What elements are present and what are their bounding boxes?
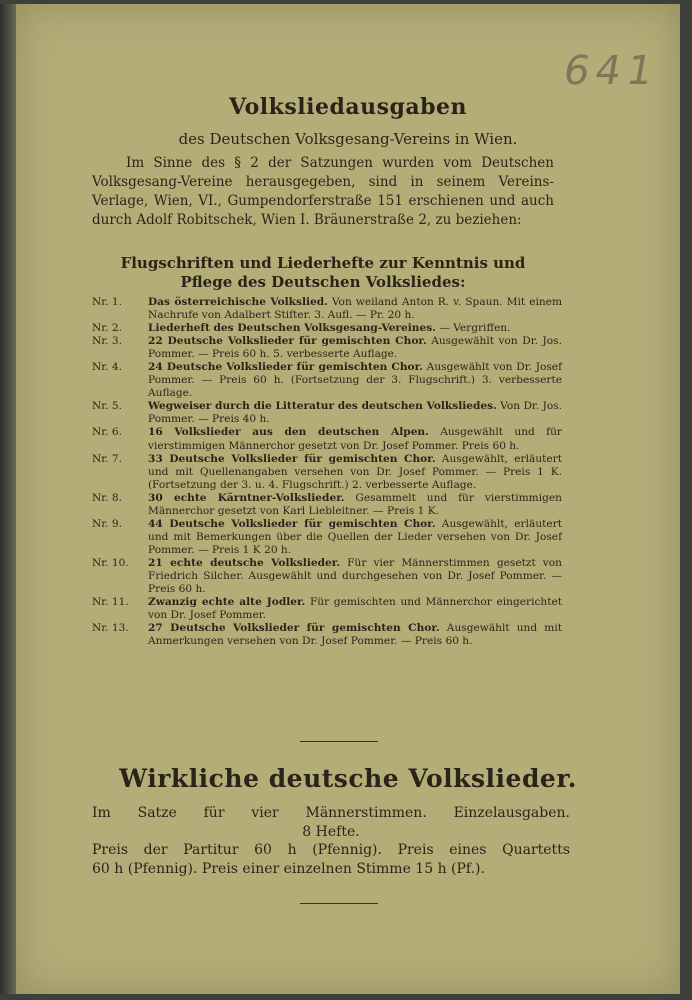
item-description: Für gemischten und Männerchor eingerichtet von Dr. Josef Pommer.	[148, 596, 562, 622]
list-item	[92, 518, 562, 557]
item-title: 21 echte deutsche Volkslieder.	[148, 556, 341, 569]
section-heading-line-1: Flugschriften und Liederhefte zur Kenntnis und	[120, 254, 526, 272]
bottom-line-3: Preis der Partitur 60 h (Pfennig). Preis eines Quartetts	[92, 842, 570, 858]
item-number: Nr. 6.	[92, 426, 123, 439]
item-title: Zwanzig echte alte Jodler.	[148, 596, 306, 609]
item-description: Ausgewählt von Dr. Josef Pommer. — Preis 60 h. (Fortsetzung der 3. Flugschrift.) 3. verbesserte Auflage.	[148, 361, 562, 400]
item-text	[148, 622, 562, 648]
list-item	[92, 596, 562, 622]
item-description: Gesammelt und für vierstimmigen Männerchor gesetzt von Karl Liebleitner. — Preis 1 K.	[148, 491, 562, 517]
item-title: 24 Deutsche Volkslieder für gemischten Chor.	[148, 361, 423, 374]
item-title: 33 Deutsche Volkslieder für gemischten Chor.	[148, 452, 436, 465]
item-number: Nr. 9.	[92, 517, 123, 530]
big-heading: Wirkliche deutsche Volkslieder.	[119, 764, 577, 793]
list-item	[92, 622, 562, 648]
item-text	[148, 596, 562, 622]
item-title: 16 Volkslieder aus den deutschen Alpen.	[148, 426, 429, 439]
intro-text: Im Sinne des § 2 der Satzungen wurden vom Deutschen Volksgesang-Vereine herausgegeben, sind in seinem Vereins-Verlage, Wien, VI., Gumpendorferstraße 151 erschienen und auch durch Adolf Robitschek, Wien I. Bräunerstraße 2, zu beziehen:	[92, 155, 554, 228]
item-description: Von Dr. Jos. Pommer. — Preis 40 h.	[148, 400, 563, 426]
section-heading	[92, 254, 554, 292]
bottom-notice	[92, 804, 570, 878]
item-number: Nr. 2.	[92, 322, 123, 335]
divider-rule	[300, 741, 378, 742]
intro-paragraph	[92, 154, 554, 230]
list-item	[92, 335, 562, 361]
item-description: Ausgewählt von Dr. Jos. Pommer. — Preis 60 h. 5. verbesserte Auflage.	[148, 335, 562, 361]
item-title: Wegweiser durch die Litteratur des deutschen Volksliedes.	[148, 400, 497, 413]
item-text	[148, 322, 562, 335]
item-title: 30 echte Kärntner-Volkslieder.	[148, 491, 345, 504]
item-number: Nr. 11.	[92, 596, 129, 609]
item-number: Nr. 7.	[92, 452, 123, 465]
item-text	[148, 335, 562, 361]
item-number: Nr. 8.	[92, 491, 123, 504]
bottom-line-4: 60 h (Pfennig). Preis einer einzelnen Stimme 15 h (Pf.).	[92, 860, 485, 877]
bottom-line-2: 8 Hefte.	[302, 823, 360, 840]
item-text	[148, 426, 562, 452]
book-spine-edge	[0, 4, 16, 994]
item-title: Liederheft des Deutschen Volksgesang-Vereines.	[148, 322, 436, 335]
item-number: Nr. 13.	[92, 622, 129, 635]
item-description: Ausgewählt, erläutert und mit Bemerkungen über die Quellen der Lieder versehen von Dr. Josef Pommer. — Preis 1 K 20 h.	[148, 517, 562, 556]
item-description: Ausgewählt, erläutert und mit Quellenangaben versehen von Dr. Josef Pommer. — Preis 1 K. (Fortsetzung der 3. u. 4. Flugschrift.) 2. verbesserte Auflage.	[148, 452, 562, 491]
divider-rule	[300, 903, 378, 904]
item-text	[148, 557, 562, 596]
publication-list	[92, 296, 562, 648]
item-text	[148, 361, 562, 400]
item-title: 44 Deutsche Volkslieder für gemischten Chor.	[148, 517, 436, 530]
item-text	[148, 492, 562, 518]
document-page	[16, 4, 680, 994]
item-description: Für vier Männerstimmen gesetzt von Friedrich Silcher. Ausgewählt und durchgesehen von Dr. Josef Pommer. — Preis 60 h.	[148, 556, 562, 596]
item-number: Nr. 4.	[92, 361, 123, 374]
item-title: 22 Deutsche Volkslieder für gemischten Chor.	[148, 335, 427, 348]
list-item	[92, 361, 562, 400]
item-title: Das österreichische Volkslied.	[148, 296, 328, 308]
list-item	[92, 322, 562, 335]
list-item	[92, 453, 562, 492]
item-title: 27 Deutsche Volkslieder für gemischten Chor.	[148, 622, 440, 635]
page-subtitle: des Deutschen Volksgesang-Vereins in Wien.	[178, 130, 518, 148]
list-item	[92, 426, 562, 452]
item-text	[148, 400, 562, 426]
item-description: — Vergriffen.	[435, 322, 511, 335]
item-text	[148, 296, 562, 322]
pencil-page-number: 641	[559, 48, 663, 94]
item-text	[148, 518, 562, 557]
item-description: Ausgewählt und für vierstimmigen Männerchor gesetzt von Dr. Josef Pommer. Preis 60 h.	[148, 426, 562, 452]
section-heading-line-2: Pflege des Deutschen Volksliedes:	[180, 273, 466, 291]
list-item	[92, 557, 562, 596]
item-description: Von weiland Anton R. v. Spaun. Mit einem Nachrufe von Adalbert Stifter. 3. Aufl. — Pr. 20 h.	[148, 296, 562, 322]
item-number: Nr. 5.	[92, 400, 123, 413]
list-item	[92, 492, 562, 518]
page-title: Volksliedausgaben	[229, 94, 467, 120]
item-number: Nr. 1.	[92, 296, 123, 308]
item-description: Ausgewählt und mit Anmerkungen versehen von Dr. Josef Pommer. — Preis 60 h.	[148, 622, 562, 648]
bottom-line-1: Im Satze für vier Männerstimmen. Einzelausgaben.	[92, 805, 570, 821]
item-number: Nr. 3.	[92, 335, 123, 348]
list-item	[92, 296, 562, 322]
item-number: Nr. 10.	[92, 556, 129, 569]
list-item	[92, 400, 562, 426]
item-text	[148, 453, 562, 492]
